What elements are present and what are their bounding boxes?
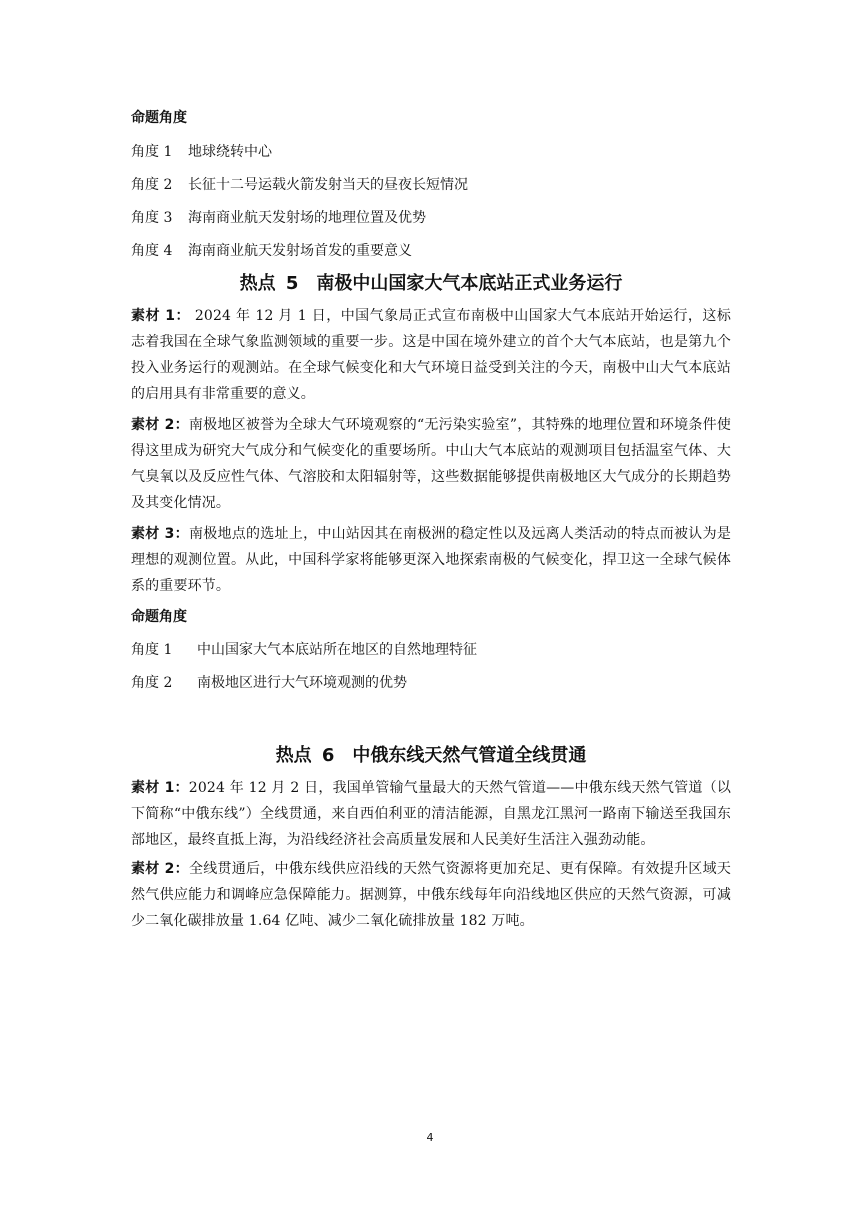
angle-label: 角度 2 (131, 675, 173, 691)
angle-label: 角度 3 (131, 210, 173, 226)
material-paragraph (131, 303, 731, 407)
angle-text: 南极地区进行大气环境观测的优势 (197, 675, 407, 691)
angle-item (131, 208, 731, 228)
material-paragraph (131, 775, 731, 853)
section-heading-angles-2: 命题角度 (131, 609, 187, 625)
material-tag: 素材 2： (131, 417, 189, 433)
hot-topic-6-title: 热点 6 中俄东线天然气管道全线贯通 (275, 745, 587, 766)
page-content (131, 108, 731, 934)
material-tag: 素材 2： (131, 861, 189, 877)
angle-item (131, 142, 731, 162)
angle-text: 地球绕转中心 (188, 144, 272, 160)
material-text: 全线贯通后，中俄东线供应沿线的天然气资源将更加充足、更有保障。有效提升区域天然气供应能力和调峰应急保障能力。据测算，中俄东线每年向沿线地区供应的天然气资源，可减少二氧化碳排放量 1.64 亿吨、减少二氧化硫排放量 182 万吨。 (131, 861, 731, 929)
angle-text: 长征十二号运载火箭发射当天的昼夜长短情况 (188, 177, 468, 193)
angle-label: 角度 1 (131, 642, 173, 658)
section-heading-angles-1: 命题角度 (131, 110, 187, 126)
material-paragraph (131, 521, 731, 599)
page-number: 4 (426, 1131, 434, 1144)
angle-item (131, 640, 731, 660)
angle-item (131, 175, 731, 195)
material-text: 2024 年 12 月 2 日，我国单管输气量最大的天然气管道——中俄东线天然气管道（以下简称“中俄东线”）全线贯通，来自西伯利亚的清洁能源，自黑龙江黑河一路南下输送至我国东部地区，最终直抵上海，为沿线经济社会高质量发展和人民美好生活注入强劲动能。 (131, 780, 731, 848)
material-text: 南极地点的选址上，中山站因其在南极洲的稳定性以及远离人类活动的特点而被认为是理想的观测位置。从此，中国科学家将能够更深入地探索南极的气候变化，捍卫这一全球气候体系的重要环节。 (131, 526, 731, 594)
material-tag: 素材 3： (131, 526, 189, 542)
hot-topic-5-title: 热点 5 南极中山国家大气本底站正式业务运行 (239, 273, 623, 294)
angle-item (131, 241, 731, 261)
angle-text: 海南商业航天发射场的地理位置及优势 (188, 210, 426, 226)
angle-label: 角度 4 (131, 243, 173, 259)
material-text: 2024 年 12 月 1 日，中国气象局正式宣布南极中山国家大气本底站开始运行，这标志着我国在全球气象监测领域的重要一步。这是中国在境外建立的首个大气本底站，也是第九个投入业务运行的观测站。在全球气候变化和大气环境日益受到关注的今天，南极中山大气本底站的启用具有非常重要的意义。 (131, 308, 731, 402)
angle-text: 中山国家大气本底站所在地区的自然地理特征 (197, 642, 477, 658)
angle-label: 角度 1 (131, 144, 173, 160)
angle-label: 角度 2 (131, 177, 173, 193)
material-text: 南极地区被誉为全球大气环境观察的“无污染实验室”，其特殊的地理位置和环境条件使得这里成为研究大气成分和气候变化的重要场所。中山大气本底站的观测项目包括温室气体、大气臭氧以及反应性气体、气溶胶和太阳辐射等，这些数据能够提供南极地区大气成分的长期趋势及其变化情况。 (131, 417, 731, 511)
material-paragraph (131, 856, 731, 934)
material-paragraph (131, 412, 731, 516)
angle-item (131, 673, 731, 693)
material-tag: 素材 1： (131, 780, 189, 796)
material-tag: 素材 1： (131, 308, 190, 324)
angle-text: 海南商业航天发射场首发的重要意义 (188, 243, 412, 259)
